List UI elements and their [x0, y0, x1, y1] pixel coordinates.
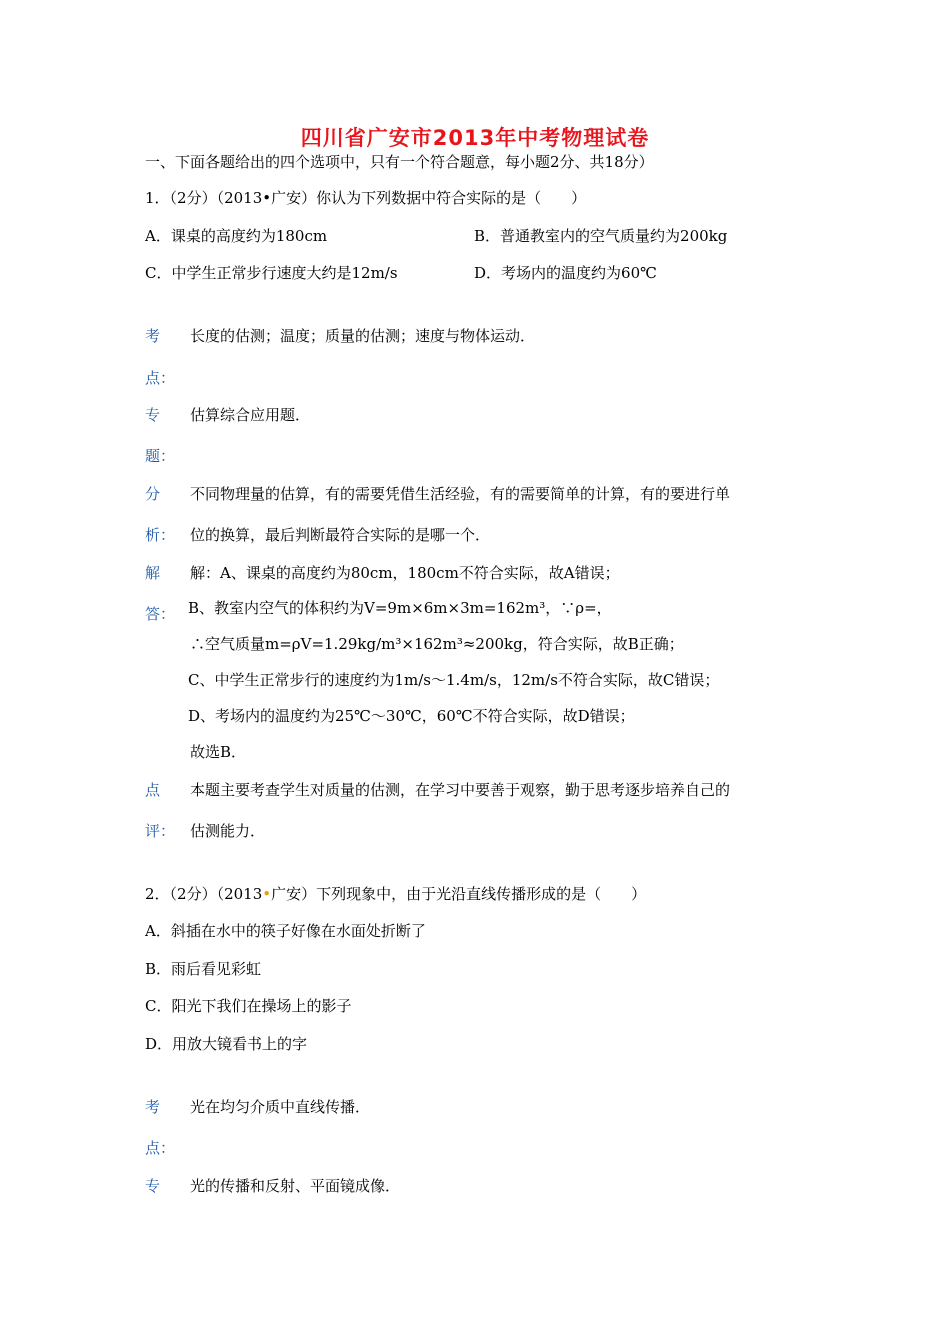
q2-stem — [145, 884, 646, 904]
q1-dianping-line-1: 本题主要考查学生对质量的估测，在学习中要善于观察，勤于思考逐步培养自己的 — [190, 781, 731, 799]
q1-jieda-line-2: B、教室内空气的体积约为V=9m×6m×3m=162m³，∵ρ=， — [188, 599, 612, 617]
q1-dianping-label-2: 评： — [145, 822, 176, 840]
q2-option-b: B．雨后看见彩虹 — [145, 960, 262, 978]
q2-option-a: A．斜插在水中的筷子好像在水面处折断了 — [145, 922, 426, 940]
q1-kaodian-label-1: 考 — [145, 327, 161, 345]
q1-jieda-line-5: D、考场内的温度约为25℃～30℃，60℃不符合实际，故D错误； — [188, 707, 635, 725]
q1-zhuanti-label-2: 题： — [145, 447, 176, 465]
q1-fenxi-line-2: 位的换算，最后判断最符合实际的是哪一个． — [190, 526, 491, 544]
q1-zhuanti-text: 估算综合应用题． — [190, 406, 311, 424]
q2-kaodian-label-1: 考 — [145, 1098, 161, 1116]
q1-option-a: A．课桌的高度约为180cm — [145, 227, 328, 245]
q1-kaodian-label-2: 点： — [145, 369, 176, 387]
q1-jieda-label-1: 解 — [145, 564, 161, 582]
q1-stem: 1．（2分）（2013•广安）你认为下列数据中符合实际的是（ ） — [145, 189, 587, 207]
q1-fenxi-line-1: 不同物理量的估算，有的需要凭借生活经验，有的需要简单的计算，有的要进行单 — [190, 485, 731, 503]
q2-stem-part-1: 2．（2分）（2013 — [145, 885, 263, 903]
q1-dianping-line-2: 估测能力． — [190, 822, 266, 840]
q1-fenxi-label-1: 分 — [145, 485, 161, 503]
q1-jieda-line-4: C、中学生正常步行的速度约为1m/s～1.4m/s，12m/s不符合实际，故C错误； — [188, 671, 720, 689]
document-title: 四川省广安市2013年中考物理试卷 — [300, 126, 650, 150]
q1-kaodian-text: 长度的估测；温度；质量的估测；速度与物体运动． — [190, 327, 536, 345]
q1-zhuanti-label-1: 专 — [145, 406, 161, 424]
q2-option-c: C．阳光下我们在操场上的影子 — [145, 997, 352, 1015]
q1-fenxi-label-2: 析： — [145, 526, 176, 544]
q1-option-c: C．中学生正常步行速度大约是12m/s — [145, 264, 398, 282]
section-header: 一、下面各题给出的四个选项中，只有一个符合题意，每小题2分、共18分） — [145, 153, 654, 171]
q1-jieda-line-6: 故选B． — [190, 743, 247, 761]
q1-dianping-label-1: 点 — [145, 781, 161, 799]
q2-option-d: D．用放大镜看书上的字 — [145, 1035, 308, 1053]
q2-zhuanti-text: 光的传播和反射、平面镜成像． — [190, 1177, 401, 1195]
q2-stem-dot: • — [262, 885, 272, 903]
q2-kaodian-text: 光在均匀介质中直线传播． — [190, 1098, 371, 1116]
q2-kaodian-label-2: 点： — [145, 1139, 176, 1157]
q1-jieda-line-1: 解：A、课桌的高度约为80cm，180cm不符合实际，故A错误； — [190, 564, 620, 582]
q2-zhuanti-label-1: 专 — [145, 1177, 161, 1195]
q1-jieda-line-3: ∴空气质量m=ρV=1.29kg/m³×162m³≈200kg，符合实际，故B正确； — [190, 635, 684, 653]
q1-option-d: D．考场内的温度约为60℃ — [474, 264, 657, 282]
q1-jieda-label-2: 答： — [145, 605, 176, 623]
q1-option-b: B．普通教室内的空气质量约为200kg — [474, 227, 728, 245]
q2-stem-part-2: 广安）下列现象中，由于光沿直线传播形成的是（ ） — [271, 885, 647, 903]
